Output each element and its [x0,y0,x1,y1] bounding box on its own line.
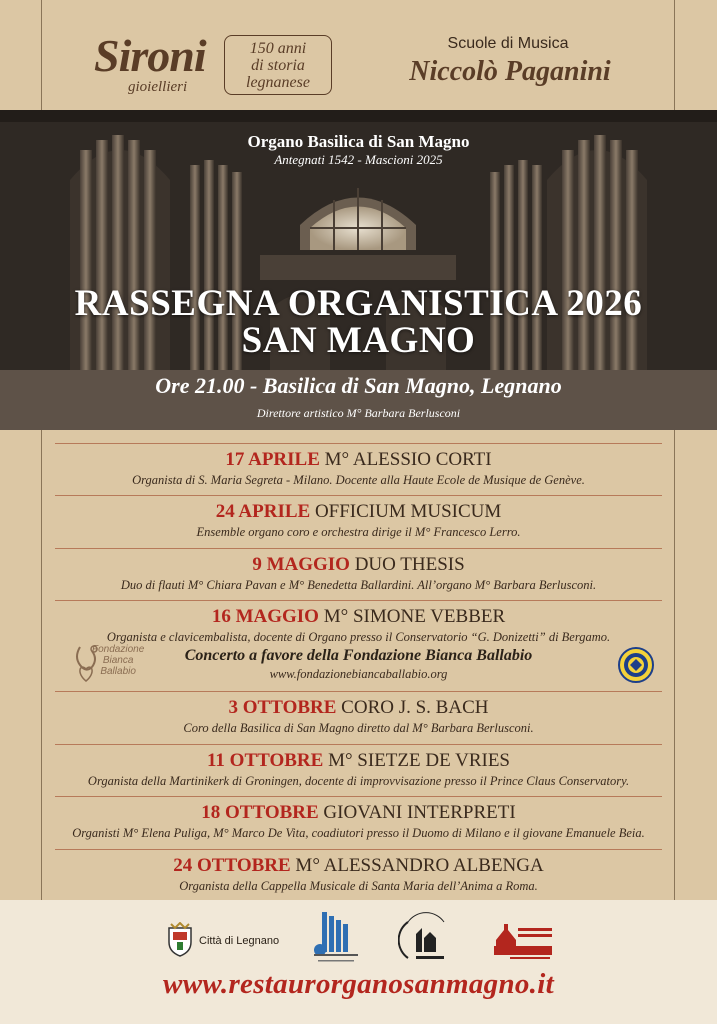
artistic-director: Direttore artistico M° Barbara Berlusconi [256,406,461,420]
event-performer: M° ALESSIO CORTI [324,449,492,470]
event-date: 16 MAGGIO [211,606,319,627]
time-place: Ore 21.00 - Basilica di San Magno, Legnano [155,373,562,398]
foundation-url[interactable]: www.fondazionebiancaballabio.org [269,667,448,681]
event-date: 9 MAGGIO [252,554,350,575]
event-description: Organista della Cappella Musicale di Santa Maria dell’Anima a Roma. [179,879,538,893]
sironi-logo: Sironi [94,30,206,81]
city-coat-of-arms-icon [163,922,197,963]
event-item [55,548,662,600]
event-list [55,443,662,900]
anniversary-line-1: 150 anni [249,40,307,57]
event-date: 24 APRILE [215,501,311,522]
school-label: Scuole di Musica [447,35,569,52]
page-title [0,285,717,359]
foundation-logo-text: Fondazione Bianca Ballabio [92,644,145,677]
event-date: 11 OTTOBRE [206,750,324,771]
centro-culturale-logo-icon [398,912,454,973]
event-performer: OFFICIUM MUSICUM [314,501,502,522]
anniversary-badge [224,35,332,95]
event-description: Organista e clavicembalista, docente di Organo presso il Conservatorio “G. Donizetti” di Bergamo. [106,630,611,644]
benefit-concert-note: Concerto a favore della Fondazione Bianca Ballabio [184,647,533,664]
coro-bach-logo-icon [310,910,360,973]
school-name-logo: Niccolò Paganini [409,56,611,87]
parrocchia-san-magno-logo-icon [490,918,554,967]
city-label: Città di Legnano [199,935,280,947]
event-performer: CORO J. S. BACH [341,697,489,718]
sironi-tagline: gioiellieri [128,79,188,95]
anniversary-line-3: legnanese [246,74,310,91]
lions-club-icon [618,647,654,683]
event-item-featured [55,600,662,691]
event-performer: GIOVANI INTERPRETI [323,802,516,823]
website-url[interactable]: www.restaurorganosanmagno.it [163,968,554,1000]
event-performer: DUO THESIS [354,554,465,575]
event-performer: M° SIETZE DE VRIES [328,750,511,771]
organ-subtitle: Antegnati 1542 - Mascioni 2025 [274,152,443,167]
event-description: Coro della Basilica di San Magno diretto dal M° Barbara Berlusconi. [183,721,534,735]
event-item [55,495,662,548]
title-line-2: SAN MAGNO [241,320,476,361]
organ-title: Organo Basilica di San Magno [247,132,470,151]
event-date: 3 OTTOBRE [228,697,337,718]
event-description: Ensemble organo coro e orchestra dirige il M° Francesco Lerro. [196,525,521,539]
event-item [55,744,662,796]
event-description: Organisti M° Elena Puliga, M° Marco De Vita, coadiutori presso il Duomo di Milano e il giovane Emanuele Beia. [72,826,645,840]
event-item [55,796,662,849]
event-date: 18 OTTOBRE [201,802,319,823]
event-performer: M° ALESSANDRO ALBENGA [295,855,544,876]
event-date: 24 OTTOBRE [173,855,291,876]
foundation-logo [52,643,145,689]
title-line-1: RASSEGNA ORGANISTICA 2026 [74,283,643,324]
event-performer: M° SIMONE VEBBER [323,606,506,627]
event-description: Organista della Martinikerk di Groningen, docente di improvvisazione presso il Prince Claus Conservatory. [87,774,630,788]
event-date: 17 APRILE [225,449,320,470]
event-item [55,443,662,495]
event-item [55,849,662,900]
event-description: Duo di flauti M° Chiara Pavan e M° Benedetta Ballardini. All’organo M° Barbara Berlusconi. [120,578,597,592]
event-description: Organista di S. Maria Segreta - Milano. Docente alla Haute Ecole de Musique de Genève. [132,473,585,487]
anniversary-line-2: di storia [251,57,305,74]
event-item [55,691,662,744]
header [0,0,717,110]
